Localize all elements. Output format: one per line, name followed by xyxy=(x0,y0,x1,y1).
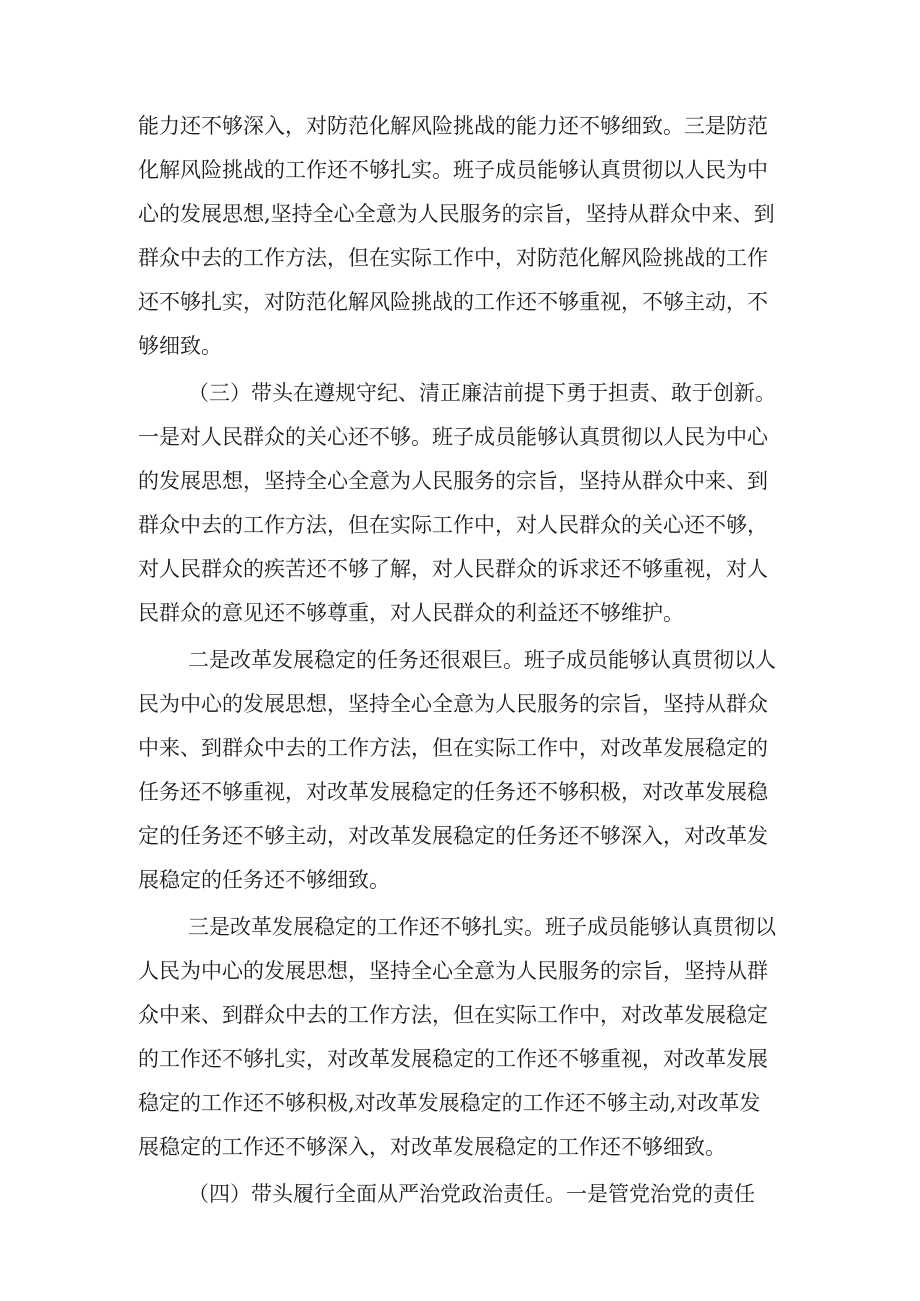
text-line: 群众中去的工作方法，但在实际工作中，对人民群众的关心还不够， xyxy=(138,513,768,537)
text-line: 展稳定的工作还不够深入，对改革发展稳定的工作还不够细致。 xyxy=(138,1135,726,1159)
section-heading: （三）带头在遵规守纪、清正廉洁前提下勇于担责、敢于创新。 xyxy=(188,381,776,405)
text-line: 化解风险挑战的工作还不够扎实。班子成员能够认真贯彻以人民为中 xyxy=(138,158,768,182)
text-line: 能力还不够深入，对防范化解风险挑战的能力还不够细致。三是防范 xyxy=(138,114,768,138)
text-line: 三是改革发展稳定的工作还不够扎实。班子成员能够认真贯彻以 xyxy=(188,915,776,939)
text-line: 民群众的意见还不够尊重，对人民群众的利益还不够维护。 xyxy=(138,601,684,625)
text-line: 心的发展思想,坚持全心全意为人民服务的宗旨，坚持从群众中来、到 xyxy=(138,202,775,226)
text-line: 人民为中心的发展思想，坚持全心全意为人民服务的宗旨，坚持从群 xyxy=(138,959,768,983)
text-line: 一是对人民群众的关心还不够。班子成员能够认真贯彻以人民为中心 xyxy=(138,425,768,449)
text-line: 民为中心的发展思想，坚持全心全意为人民服务的宗旨，坚持从群众 xyxy=(138,692,768,716)
text-line: 定的任务还不够主动，对改革发展稳定的任务还不够深入，对改革发 xyxy=(138,824,768,848)
section-heading: （四）带头履行全面从严治党政治责任。一是管党治党的责任 xyxy=(188,1182,755,1206)
text-line: 够细致。 xyxy=(138,334,222,358)
text-line: 任务还不够重视，对改革发展稳定的任务还不够积极，对改革发展稳 xyxy=(138,780,768,804)
text-line: 的发展思想，坚持全心全意为人民服务的宗旨，坚持从群众中来、到 xyxy=(138,469,768,493)
text-line: 展稳定的任务还不够细致。 xyxy=(138,868,390,892)
text-line: 群众中去的工作方法，但在实际工作中，对防范化解风险挑战的工作 xyxy=(138,246,768,270)
text-line: 中来、到群众中去的工作方法，但在实际工作中，对改革发展稳定的 xyxy=(138,736,768,760)
text-line: 还不够扎实，对防范化解风险挑战的工作还不够重视，不够主动，不 xyxy=(138,290,768,314)
text-line: 二是改革发展稳定的任务还很艰巨。班子成员能够认真贯彻以人 xyxy=(188,648,776,672)
text-line: 众中来、到群众中去的工作方法，但在实际工作中，对改革发展稳定 xyxy=(138,1003,768,1027)
text-line: 稳定的工作还不够积极,对改革发展稳定的工作还不够主动,对改革发 xyxy=(138,1091,761,1115)
text-line: 的工作还不够扎实，对改革发展稳定的工作还不够重视，对改革发展 xyxy=(138,1047,768,1071)
text-line: 对人民群众的疾苦还不够了解，对人民群众的诉求还不够重视，对人 xyxy=(138,557,768,581)
